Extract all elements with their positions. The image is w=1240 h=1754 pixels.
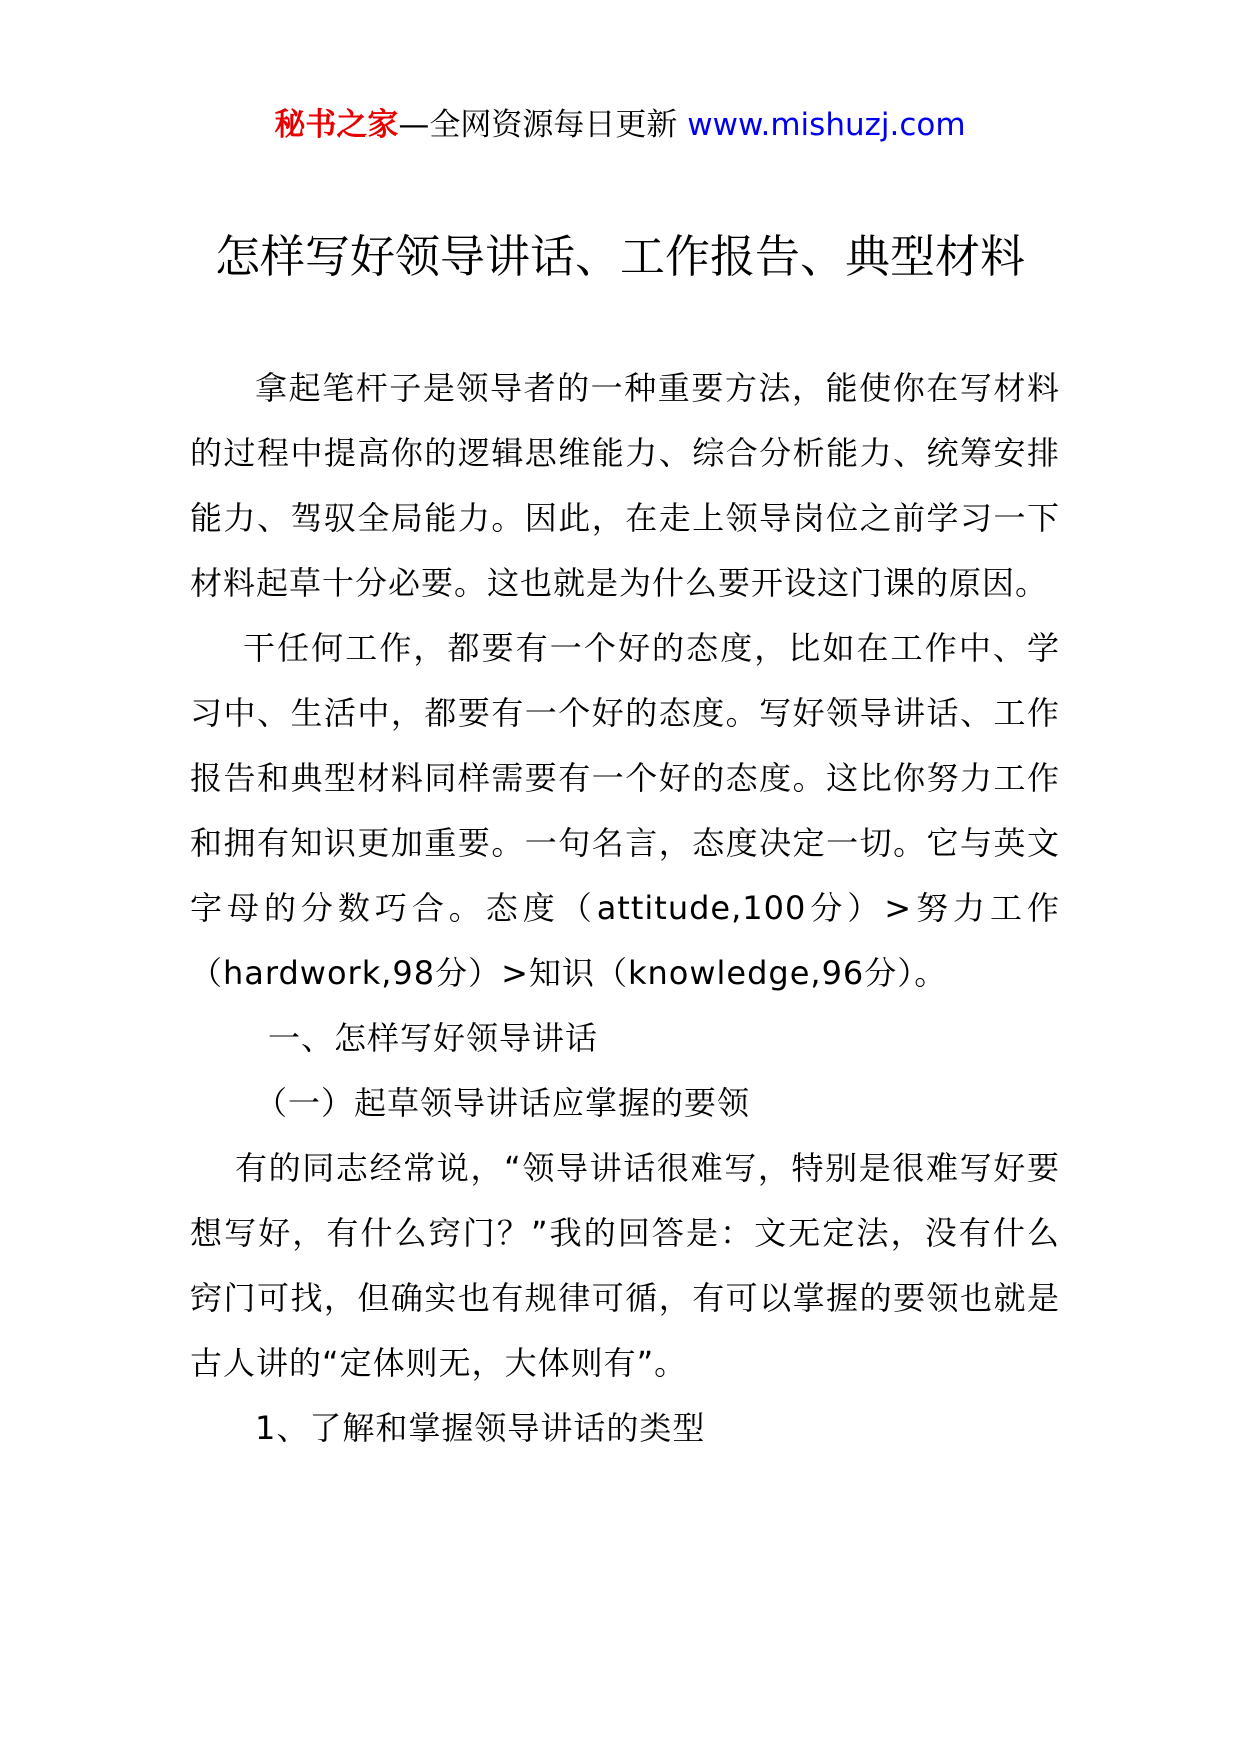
body-paragraph-1: 拿起笔杆子是领导者的一种重要方法，能使你在写材料的过程中提高你的逻辑思维能力、综合分析能力、统筹安排能力、驾驭全局能力。因此，在走上领导岗位之前学习一下材料起草十分必要。这也就是为什么要开设这门课的原因。 (190, 369, 1060, 602)
subsection-heading-1: （一）起草领导讲话应掌握的要领 (255, 1084, 751, 1122)
site-brand: 秘书之家 (274, 107, 399, 143)
site-header (0, 102, 1240, 148)
site-url-link[interactable]: www.mishuzj.com (687, 107, 966, 143)
section-heading-1: 一、怎样写好领导讲话 (268, 1019, 599, 1057)
item-heading-1: 1、了解和掌握领导讲话的类型 (255, 1409, 706, 1447)
document-title: 怎样写好领导讲话、工作报告、典型材料 (214, 230, 1025, 283)
document-body (190, 356, 1060, 1461)
site-slogan: —全网资源每日更新 (398, 107, 678, 143)
body-paragraph-3: 有的同志经常说，“领导讲话很难写，特别是很难写好要想写好，有什么窍门？”我的回答是：文无定法，没有什么窍门可找，但确实也有规律可循，有可以掌握的要领也就是古人讲的“定体则无，大体则有”。 (190, 1149, 1060, 1382)
body-paragraph-2: 干任何工作，都要有一个好的态度，比如在工作中、学习中、生活中，都要有一个好的态度。写好领导讲话、工作报告和典型材料同样需要有一个好的态度。这比你努力工作和拥有知识更加重要。一句名言，态度决定一切。它与英文字母的分数巧合。态度（attitude,100分）>努力工作（hardwork,98分）>知识（knowledge,96分）。 (190, 629, 1060, 992)
